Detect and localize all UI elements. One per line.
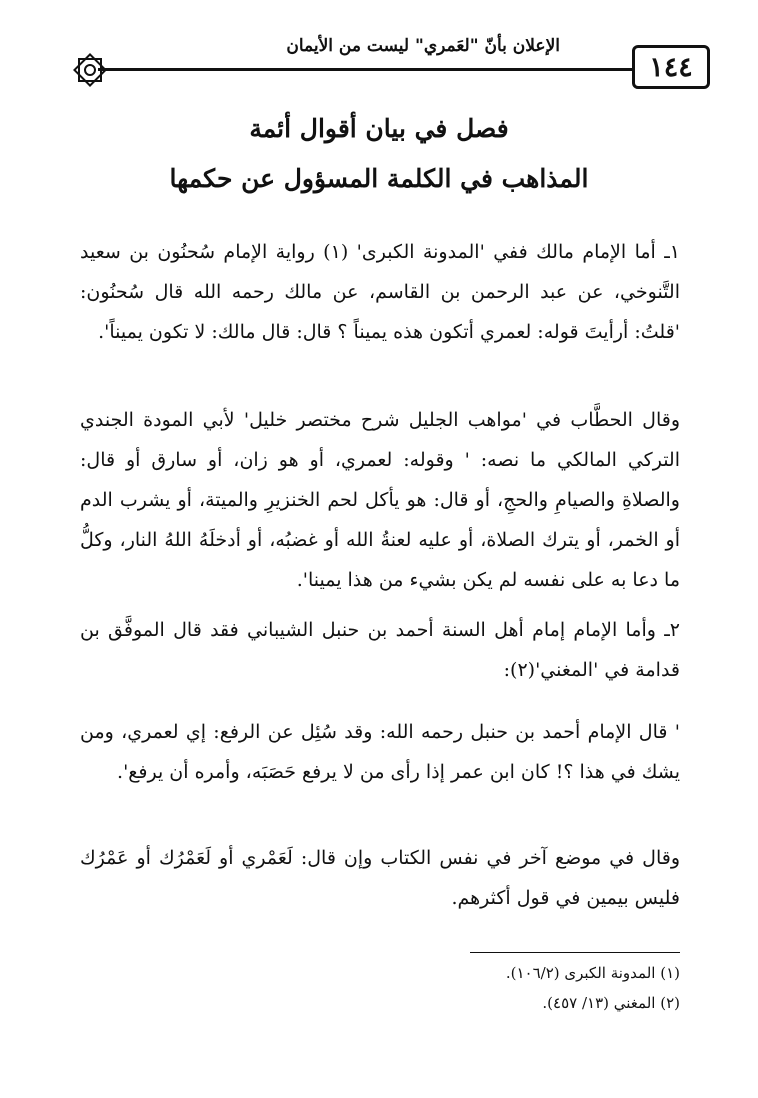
page-number: ١٤٤	[632, 45, 710, 89]
footnotes	[80, 958, 680, 1018]
paragraph-maliki: ١ـ أما الإمام مالك ففي 'المدونة الكبرى' (١) رواية الإمام سُحنُون بن سعيد التَّنوخي، عن عبد الرحمن بن القاسم، عن مالك رحمه الله قال سُحنُون: 'قلتُ: أرأيتَ قوله: لعمري أتكون هذه يميناً ؟ قال: قال مالك: لا تكون يميناً'.	[80, 241, 680, 343]
section-heading-line-2: المذاهب في الكلمة المسؤول عن حكمها	[169, 164, 589, 193]
footnote-2: (٢) المغني (١٣/ ٤٥٧).	[542, 994, 680, 1012]
section-heading-line-1: فصل في بيان أقوال أئمة	[249, 114, 509, 143]
header-rule	[98, 68, 632, 71]
running-title: الإعلان بأنّ "لعَمري" ليست من الأيمان	[286, 36, 560, 56]
paragraph-another-place: وقال في موضع آخر في نفس الكتاب وإن قال: لَعَمْري أو لَعَمْرُك أو عَمْرُك فليس بيمين في قول أكثرهم.	[80, 847, 680, 909]
paragraph-hanbali: ٢ـ وأما الإمام إمام أهل السنة أحمد بن حنبل الشيباني فقد قال الموفَّق بن قدامة في 'المغني'(٢):	[80, 619, 680, 681]
page-header	[70, 34, 710, 104]
paragraph-hattab: وقال الحطَّاب في 'مواهب الجليل شرح مختصر خليل' لأبي المودة الجندي التركي المالكي ما نصه: ' وقوله: لعمري، أو هو زان، أو سارق أو قال: والصلاةِ والصيامِ والحجِ، أو قال: هو يأكل لحم الخنزيرِ والميتة، أو يشرب الدم أو الخمر، أو يترك الصلاة، أو عليه لعنةُ الله أو غضبُه، أو أدخلَهُ اللهُ النار، وكلُّ ما دعا به على نفسه لم يكن بشيء من هذا يمينا'.	[80, 409, 680, 591]
footnote-1: (١) المدونة الكبرى (١٠٦/٢).	[505, 964, 680, 982]
footnote-divider	[470, 952, 680, 953]
paragraph-ahmad-quote: ' قال الإمام أحمد بن حنبل رحمه الله: وقد سُئِل عن الرفع: إي لعمري، ومن يشك في هذا ؟! كان ابن عمر إذا رأى من لا يرفع حَصَبَه، وأمره أن يرفع'.	[80, 721, 680, 783]
star-ornament-icon	[70, 50, 110, 90]
